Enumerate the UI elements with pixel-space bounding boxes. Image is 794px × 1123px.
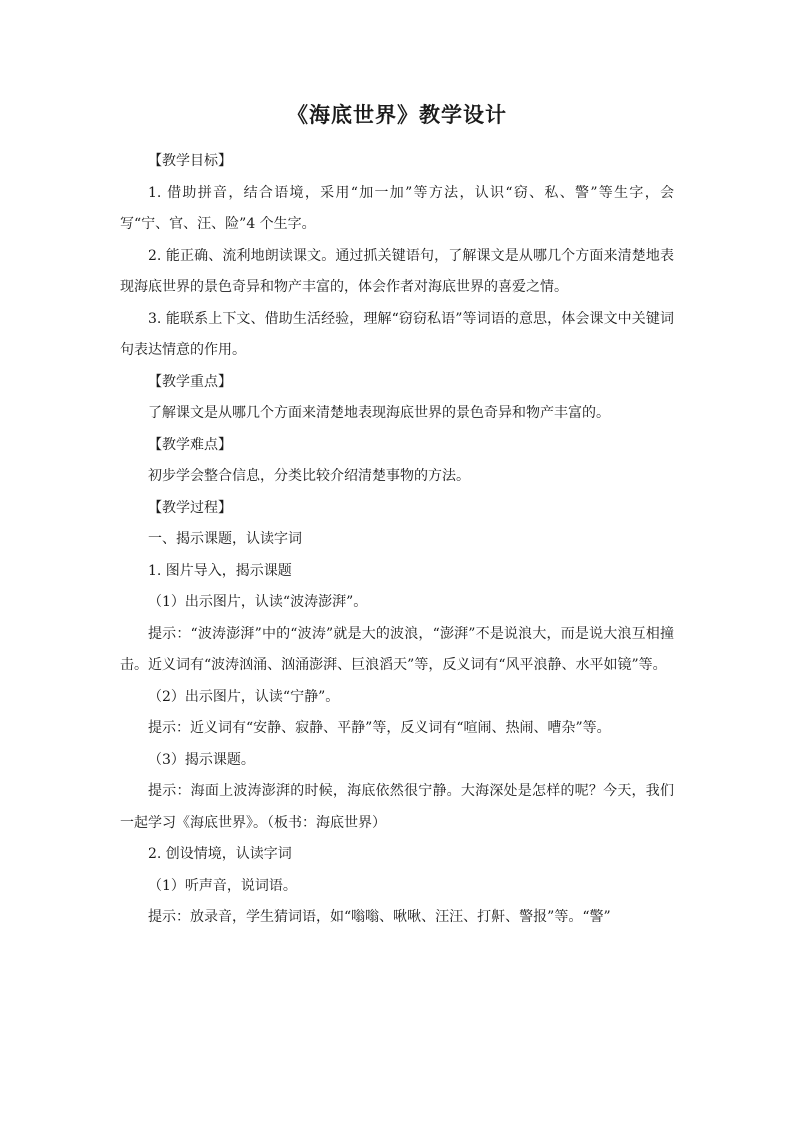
heading-teaching-process: 【教学过程】	[148, 499, 232, 516]
heading-teaching-objectives: 【教学目标】	[148, 153, 232, 169]
process-step-1-1: 1. 图片导入，揭示课题	[148, 562, 292, 579]
key-point-paragraph: 了解课文是从哪几个方面来清楚地表现海底世界的景色奇异和物产丰富的。	[148, 405, 610, 421]
hint-paragraph-4: 提示：放录音，学生猜词语，如“嗡嗡、啾啾、汪汪、打鼾、警报”等。“警”	[148, 909, 611, 925]
objective-paragraph-1: 1. 借助拼音，结合语境，采用“加一加”等方法，认识“窃、私、警”等生字，会写“宁、官、汪、险”4 个生字。	[120, 184, 674, 232]
hint-paragraph-2: 提示：近义词有“安静、寂静、平静”等，反义词有“喧闹、热闹、嘈杂”等。	[148, 720, 611, 736]
process-section-1: 一、揭示课题，认读字词	[148, 531, 302, 547]
heading-teaching-key-points: 【教学重点】	[148, 373, 232, 390]
objective-paragraph-2: 2. 能正确、流利地朗读课文。通过抓关键语句，了解课文是从哪几个方面来清楚地表现海底世界的景色奇异和物产丰富的，体会作者对海底世界的喜爱之情。	[120, 247, 674, 295]
process-substep-3: （3）揭示课题。	[148, 751, 255, 768]
document-title: 《海底世界》教学设计	[287, 103, 507, 127]
process-substep-2: （2）出示图片，认读“宁静”。	[148, 688, 340, 705]
document-page	[120, 100, 674, 934]
process-substep-4: （1）听声音，说词语。	[148, 877, 297, 894]
process-substep-1: （1）出示图片，认读“波涛澎湃”。	[148, 594, 368, 610]
heading-teaching-difficulty: 【教学难点】	[148, 436, 232, 453]
hint-paragraph-3: 提示：海面上波涛澎湃的时候，海底依然很宁静。大海深处是怎样的呢？今天，我们一起学习《海底世界》。（板书：海底世界）	[120, 783, 674, 831]
hint-paragraph-1: 提示：“波涛澎湃”中的“波涛”就是大的波浪，“澎湃”不是说浪大，而是说大浪互相撞击。近义词有“波涛汹涌、汹涌澎湃、巨浪滔天”等，反义词有“风平浪静、水平如镜”等。	[120, 625, 674, 673]
difficulty-paragraph: 初步学会整合信息，分类比较介绍清楚事物的方法。	[148, 468, 470, 484]
objective-paragraph-3: 3. 能联系上下文、借助生活经验，理解“窃窃私语”等词语的意思，体会课文中关键词句表达情意的作用。	[120, 310, 674, 358]
process-step-1-2: 2. 创设情境，认读字词	[148, 846, 292, 862]
